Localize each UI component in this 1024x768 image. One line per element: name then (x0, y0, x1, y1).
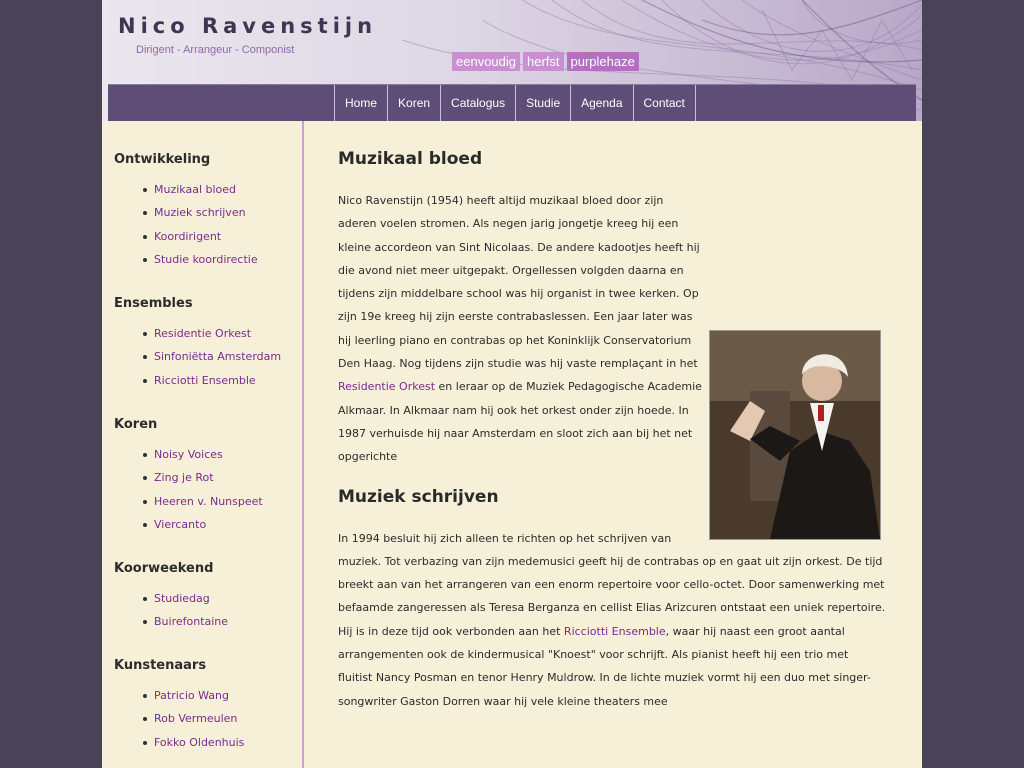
section-muziek-schrijven (338, 527, 886, 713)
nav-home[interactable]: Home (334, 85, 387, 121)
text-segment: , waar hij naast een groot aantal arrangementen ook de kindermusical "Knoest" voor schrijft. Als pianist heeft hij een trio met fluitist Nancy Posman en tenor Henry Muldrow. In de lichte muziek vormt hij een duo met singer-songwriter Gaston Dorren waar hij vele kleine theaters mee (338, 624, 871, 708)
sidebar-item-viercanto[interactable]: Viercanto (102, 516, 263, 539)
link-residentie-orkest[interactable]: Residentie Orkest (338, 380, 436, 394)
nav-agenda[interactable]: Agenda (570, 85, 632, 121)
sidebar-group-title: Koorweekend (114, 561, 214, 576)
main-nav (108, 84, 916, 121)
sidebar (102, 121, 304, 768)
sidebar-group-title: Kunstenaars (114, 658, 207, 673)
sidebar-item-heeren-v-nunspeet[interactable]: Heeren v. Nunspeet (102, 493, 263, 516)
style-switcher (452, 52, 639, 71)
style-eenvoudig-button[interactable]: eenvoudig (452, 52, 520, 71)
text-segment: en leraar op de Muziek Pedagogische Academie Alkmaar. In Alkmaar nam hij ook het orkest onder zijn hoede. In 1987 verhuisde hij naar Amsterdam en sloot zich aan bij het net opgerichte (338, 380, 702, 464)
sidebar-item-muziek-schrijven[interactable]: Muziek schrijven (102, 204, 258, 227)
sidebar-item-zing-je-rot[interactable]: Zing je Rot (102, 469, 263, 492)
sidebar-item-fokko-oldenhuis[interactable]: Fokko Oldenhuis (102, 734, 244, 757)
sidebar-item-sinfonietta-amsterdam[interactable]: Sinfoniëtta Amsterdam (102, 348, 281, 371)
sidebar-group-title: Ensembles (114, 296, 193, 311)
sidebar-item-buirefontaine[interactable]: Buirefontaine (102, 613, 228, 636)
site-title[interactable]: Nico Ravenstijn (118, 14, 378, 38)
conductor-photo-image (710, 331, 880, 539)
sidebar-item-studie-koordirectie[interactable]: Studie koordirectie (102, 251, 258, 274)
sidebar-item-ricciotti-ensemble[interactable]: Ricciotti Ensemble (102, 372, 281, 395)
sidebar-item-residentie-orkest[interactable]: Residentie Orkest (102, 325, 281, 348)
sidebar-item-koordirigent[interactable]: Koordirigent (102, 228, 258, 251)
paragraph-muziek-schrijven (338, 527, 886, 713)
style-herfst-button[interactable]: herfst (523, 52, 564, 71)
sidebar-item-studiedag[interactable]: Studiedag (102, 590, 228, 613)
sidebar-item-noisy-voices[interactable]: Noisy Voices (102, 446, 263, 469)
sidebar-group-ontwikkeling (102, 152, 258, 274)
sidebar-item-muzikaal-bloed[interactable]: Muzikaal bloed (102, 181, 258, 204)
section-title-muziek-schrijven: Muziek schrijven (338, 486, 499, 507)
style-purplehaze-button[interactable]: purplehaze (567, 52, 639, 71)
site-header (102, 0, 922, 121)
section-title-muzikaal-bloed: Muzikaal bloed (338, 149, 483, 169)
nav-koren[interactable]: Koren (387, 85, 440, 121)
nav-studie[interactable]: Studie (515, 85, 570, 121)
nav-contact[interactable]: Contact (633, 85, 696, 121)
sidebar-item-patricio-wang[interactable]: Patricio Wang (102, 687, 244, 710)
conductor-photo (709, 330, 881, 540)
sidebar-group-title: Koren (114, 417, 158, 432)
link-ricciotti-ensemble[interactable]: Ricciotti Ensemble (563, 624, 666, 638)
sidebar-group-kunstenaars (102, 658, 244, 757)
site-subtitle: Dirigent - Arrangeur - Componist (136, 44, 295, 56)
page-container (102, 0, 922, 768)
nav-catalogus[interactable]: Catalogus (440, 85, 515, 121)
sidebar-group-ensembles (102, 296, 281, 395)
main-content (338, 121, 886, 713)
sidebar-group-koorweekend (102, 561, 228, 637)
text-segment: Nico Ravenstijn (1954) heeft altijd muzikaal bloed door zijn aderen voelen stromen. Als negen jarig jongetje kreeg hij een kleine accordeon van Sint Nicolaas. De andere kadootjes heeft hij die avond niet meer uitgepakt. Orgellessen volgden daarna en tijdens zijn middelbare school was hij organist in twee kerken. Op zijn 19e kreeg hij zijn eerste contrabaslessen. Een jaar later was hij leerling piano en contrabas op het Koninklijk Conservatorium Den Haag. Nog tijdens zijn studie was hij vaste remplaçant in het (338, 194, 700, 371)
sidebar-group-title: Ontwikkeling (114, 152, 211, 167)
sidebar-group-koren (102, 417, 263, 539)
sidebar-item-rob-vermeulen[interactable]: Rob Vermeulen (102, 710, 244, 733)
text-segment: In 1994 besluit hij zich alleen te richten op het schrijven van muziek. Tot verbazing van zijn medemusici geeft hij de contrabas op en gaat uit zijn orkest. De tijd breekt aan van het arrangeren van een enorm repertoire voor cello-octet. Door samenwerking met befaamde zangeressen als Teresa Berganza en cellist Elias Arizcuren ontstaat een uniek repertoire. Hij is in deze tijd ook verbonden aan het (338, 531, 886, 638)
